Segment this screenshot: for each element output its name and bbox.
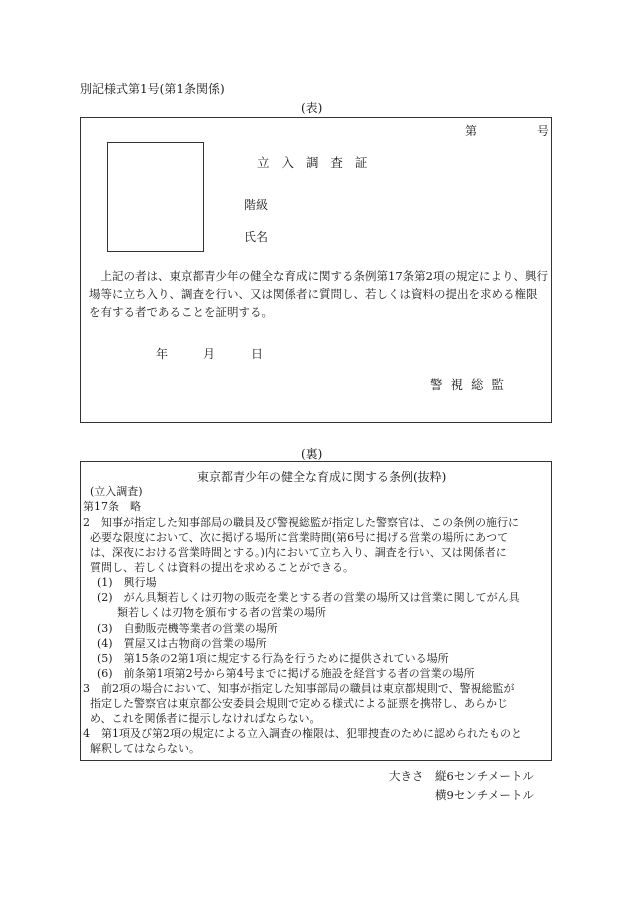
back-line: 質問し、若しくは資料の提出を求めることができる。 [90, 561, 354, 574]
back-line: め、これを関係者に提示しなければならない。 [90, 712, 321, 725]
back-caption: (裏) [301, 447, 323, 461]
back-line: (2) がん具類若しくは刃物の販売を業とする者の営業の場所又は営業に関してがん具 [97, 591, 520, 604]
front-title: 立 入 調 査 証 [257, 155, 372, 170]
photo-box [107, 142, 204, 252]
rank-label: 階級 [244, 198, 269, 212]
back-line: (6) 前条第1項第2号から第4号までに掲げる施設を経営する者の営業の場所 [97, 667, 475, 680]
back-line: (4) 質屋又は古物商の営業の場所 [97, 637, 267, 650]
back-line: (立入調査) [90, 485, 143, 498]
back-line: は、深夜における営業時間とする。)内において立ち入り、調査を行い、又は関係者に [90, 546, 507, 559]
month-label: 月 [203, 347, 216, 361]
front-card [80, 117, 552, 423]
back-line: (1) 興行場 [97, 576, 157, 589]
body-line: 場等に立ち入り、調査を行い、又は関係者に質問し、若しくは資料の提出を求める権限 [89, 287, 538, 301]
front-caption: (表) [301, 101, 323, 115]
day-label: 日 [251, 347, 264, 361]
back-line: 類若しくは刃物を頒布する者の営業の場所 [117, 606, 326, 619]
back-line: 解釈してはならない。 [90, 742, 200, 755]
size-width: 横9センチメートル [435, 788, 534, 802]
front-body [89, 267, 549, 321]
back-line: 2 知事が指定した知事部局の職員及び警視総監が指定した警察官は、この条例の施行に [83, 516, 519, 529]
number-suffix: 号 [537, 124, 550, 138]
size-height: 縦6センチメートル [435, 769, 534, 783]
back-line: 4 第1項及び第2項の規定による立入調査の権限は、犯罪捜査のために認められたものと [83, 727, 522, 740]
issuer: 警 視 総 監 [430, 377, 506, 392]
size-label: 大きさ [389, 769, 424, 783]
year-label: 年 [156, 347, 169, 361]
back-card [80, 461, 552, 761]
form-label: 別記様式第1号(第1条関係) [80, 82, 225, 96]
back-line: (5) 第15条の2第1項に規定する行為を行うために提供されている場所 [97, 652, 449, 665]
body-line: 上記の者は、東京都青少年の健全な育成に関する条例第17条第2項の規定により、興行 [89, 269, 548, 283]
back-line: 3 前2項の場合において、知事が指定した知事部局の職員は東京都規則で、警視総監が [83, 682, 515, 695]
body-line: を有する者であることを証明する。 [89, 305, 273, 319]
back-line: 指定した警察官は東京都公安委員会規則で定める様式による証票を携帯し、あらかじ [90, 697, 508, 710]
number-prefix: 第 [465, 124, 478, 138]
name-label: 氏名 [244, 230, 269, 244]
back-line: 第17条 略 [83, 500, 141, 513]
back-line: (3) 自動販売機等業者の営業の場所 [97, 622, 278, 635]
back-line: 必要な限度において、次に掲げる場所に営業時間(第6号に掲げる営業の場所にあつて [90, 531, 509, 544]
back-title: 東京都青少年の健全な育成に関する条例(抜粋) [197, 470, 447, 484]
